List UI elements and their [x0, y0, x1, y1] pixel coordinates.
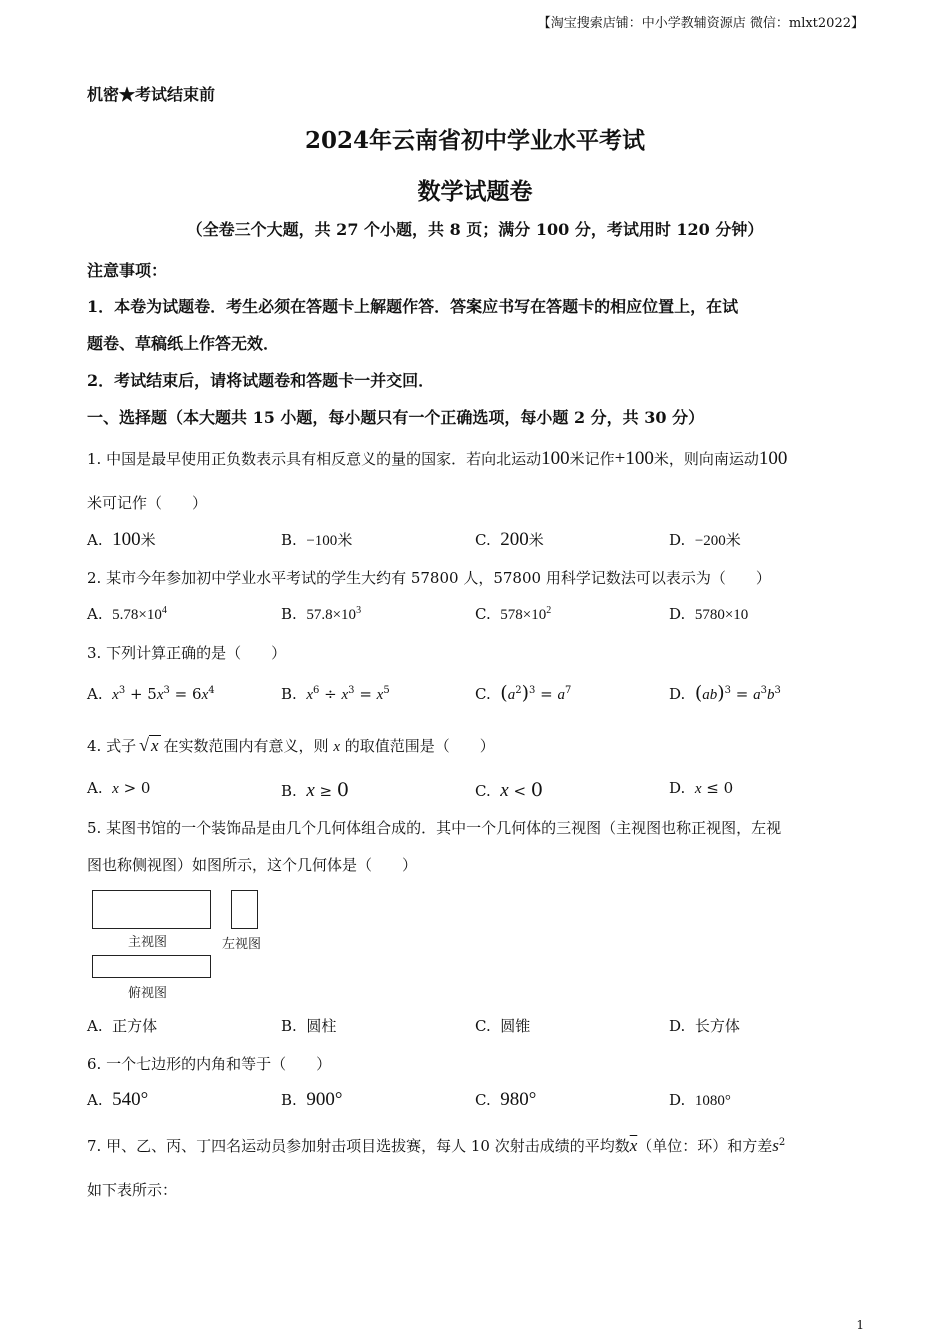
question-3: 3. 下列计算正确的是（ ）: [87, 644, 287, 662]
header-note: 【淘宝搜索店铺：中小学教辅资源店 微信：mlxt2022】: [537, 16, 864, 31]
left-view-label: 左视图: [222, 937, 262, 952]
q4-option-b[interactable]: B. x ≥ 0: [281, 779, 349, 801]
question-6: 6. 一个七边形的内角和等于（ ）: [87, 1055, 332, 1073]
top-view-label: 俯视图: [128, 986, 168, 1001]
q3-option-b[interactable]: B. $x^6 \div x^3 = x^5$: [281, 685, 390, 703]
question-2: 2. 某市今年参加初中学业水平考试的学生大约有 57800 人，57800 用科学记数法可以表示为（ ）: [87, 569, 771, 587]
question-4: 4. 式子 √ x 在实数范围内有意义，则 x 的取值范围是（ ）: [87, 735, 495, 755]
notes-heading: 注意事项：: [87, 261, 168, 280]
q6-option-c[interactable]: C. 980°: [475, 1089, 537, 1110]
q3-option-d[interactable]: D. $(ab)^3 = a^3b^3$: [669, 682, 781, 704]
sqrt-x-expression: √ x: [139, 735, 159, 755]
q6-option-b[interactable]: B. 900°: [281, 1089, 343, 1110]
left-view-rectangle: [231, 890, 258, 929]
q2-option-c[interactable]: C. $578\times 10^2$: [475, 605, 552, 623]
q5-option-a[interactable]: A. 正方体: [87, 1017, 158, 1035]
q1-option-c[interactable]: C. 200米: [475, 529, 544, 550]
q1-option-a[interactable]: A. 100米: [87, 529, 156, 550]
note-1-line-1: 1．本卷为试题卷．考生必须在答题卡上解题作答．答案应书写在答题卡的相应位置上，在试: [87, 297, 739, 316]
q5-option-c[interactable]: C. 圆锥: [475, 1017, 531, 1035]
q5-option-d[interactable]: D. 长方体: [669, 1017, 740, 1035]
q2-option-a[interactable]: A. $5.78\times 10^4$: [87, 605, 167, 623]
q3-option-a[interactable]: A. $x^3 + 5x^3 = 6x^4$: [87, 685, 215, 703]
q3-option-c[interactable]: C. $(a^2)^3 = a^7$: [475, 682, 572, 704]
exam-subtitle: 数学试题卷: [417, 178, 533, 205]
q5-option-b[interactable]: B. 圆柱: [281, 1017, 337, 1035]
q4-option-a[interactable]: A. x > 0: [87, 779, 151, 797]
exam-info: （全卷三个大题，共 27 个小题，共 8 页；满分 100 分，考试用时 120 分钟）: [186, 220, 764, 239]
q4-option-c[interactable]: C. x < 0: [475, 779, 543, 801]
page-number: 1: [856, 1318, 864, 1332]
question-1-line-1: 1. 中国是最早使用正负数表示具有相反意义的量的国家．若向北运动100米记作+100米，则向南运动100: [87, 448, 788, 469]
q6-option-a[interactable]: A. 540°: [87, 1089, 149, 1110]
note-1-line-2: 题卷、草稿纸上作答无效．: [87, 334, 280, 353]
question-7-line-2: 如下表所示：: [87, 1181, 178, 1199]
front-view-rectangle: [92, 890, 211, 929]
question-7-line-1: 7. 甲、乙、丙、丁四名运动员参加射击项目选拔赛，每人 10 次射击成绩的平均数$\overline{x}$（单位：环）和方差$s^2$: [87, 1136, 786, 1155]
q1-option-d[interactable]: D. −200米: [669, 531, 741, 549]
section-1-heading: 一、选择题（本大题共 15 小题，每小题只有一个正确选项，每小题 2 分，共 30 分）: [87, 408, 705, 427]
question-5-line-1: 5. 某图书馆的一个装饰品是由几个几何体组合成的．其中一个几何体的三视图（主视图也称正视图，左视: [87, 819, 782, 837]
q2-option-b[interactable]: B. $57.8\times 10^3$: [281, 605, 362, 623]
q1-option-b[interactable]: B. −100米: [281, 531, 353, 549]
top-view-rectangle: [92, 955, 211, 978]
front-view-label: 主视图: [128, 935, 168, 950]
q4-option-d[interactable]: D. x ≤ 0: [669, 779, 734, 797]
question-1-line-2: 米可记作（ ）: [87, 494, 208, 512]
note-2: 2．考试结束后，请将试题卷和答题卡一并交回．: [87, 371, 435, 390]
q2-option-d[interactable]: D. 5780×10: [669, 605, 749, 623]
q6-option-d[interactable]: D. 1080°: [669, 1091, 731, 1109]
question-5-line-2: 图也称侧视图）如图所示，这个几何体是（ ）: [87, 856, 418, 874]
confidential-label: 机密★考试结束前: [87, 85, 216, 104]
exam-title: 2024年云南省初中学业水平考试: [304, 127, 645, 154]
